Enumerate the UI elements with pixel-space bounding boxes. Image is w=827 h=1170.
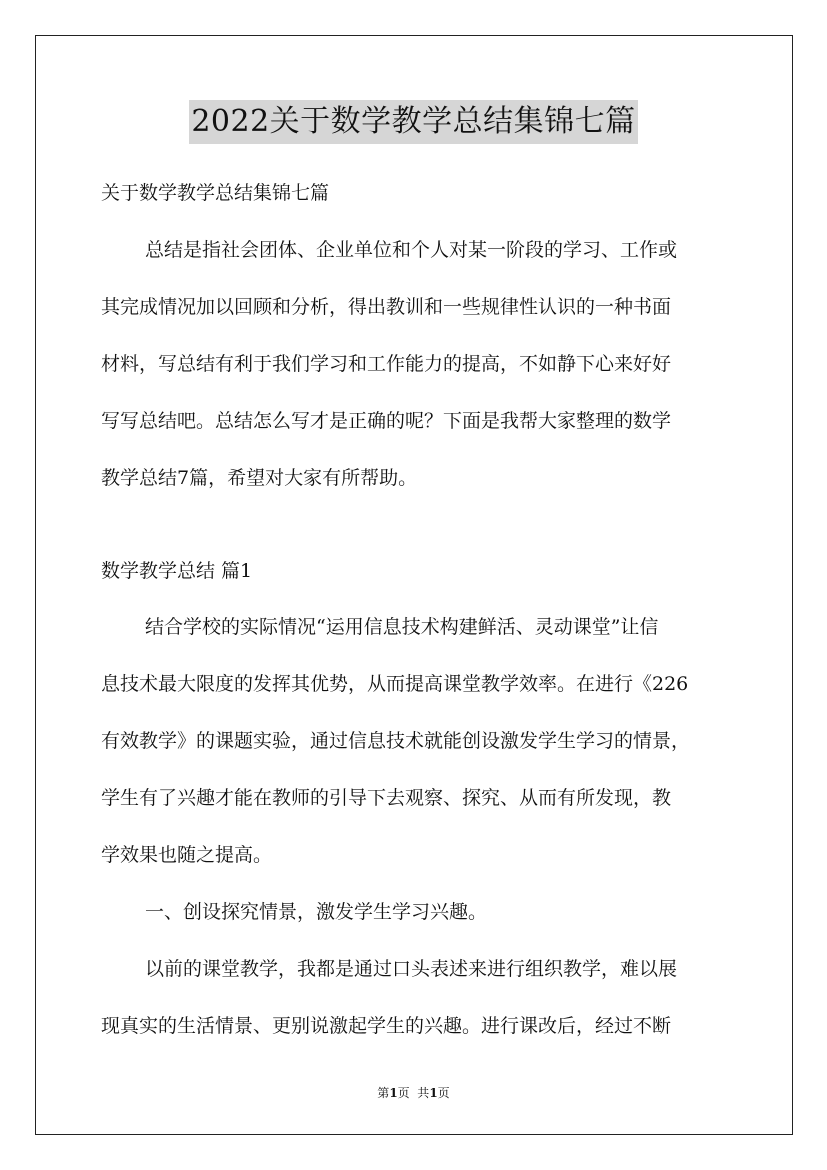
intro-line: 教学总结7篇，希望对大家有所帮助。 — [101, 467, 418, 489]
intro-line: 写写总结吧。总结怎么写才是正确的呢？下面是我帮大家整理的数学 — [101, 410, 672, 432]
subheading: 一、创设探究情景，激发学生学习兴趣。 — [145, 901, 488, 923]
paragraph-line: 学效果也随之提高。 — [101, 844, 273, 866]
footer-page-total: 1 — [429, 1086, 438, 1100]
intro-line: 材料，写总结有利于我们学习和工作能力的提高，不如静下心来好好 — [101, 353, 672, 375]
intro-paragraph — [101, 231, 746, 497]
paragraph-line: 结合学校的实际情况“运用信息技术构建鲜活、灵动课堂”让信 — [145, 616, 659, 638]
document-body — [101, 175, 746, 1045]
paragraph-line: 学生有了兴趣才能在教师的引导下去观察、探究、从而有所发现，教 — [101, 787, 672, 809]
document-subtitle: 关于数学教学总结集锦七篇 — [101, 182, 330, 204]
section-paragraph-2 — [101, 950, 746, 1045]
intro-line: 总结是指社会团体、企业单位和个人对某一阶段的学习、工作或 — [145, 239, 678, 261]
section-paragraph-1 — [101, 608, 746, 874]
footer-page-mid: 页 共 — [397, 1086, 430, 1100]
document-title: 2022关于数学教学总结集锦七篇 — [189, 100, 637, 144]
intro-line: 其完成情况加以回顾和分析，得出教训和一些规律性认识的一种书面 — [101, 296, 672, 318]
footer-page-current: 1 — [389, 1086, 398, 1100]
blank-line — [101, 516, 746, 552]
paragraph-line: 现真实的生活情景、更别说激起学生的兴趣。进行课改后，经过不断 — [101, 1015, 672, 1037]
page-footer — [0, 1084, 827, 1101]
footer-page-suffix: 页 — [437, 1086, 450, 1100]
paragraph-line: 有效教学》的课题实验，通过信息技术就能创设激发学生学习的情景， — [101, 730, 691, 752]
paragraph-line: 以前的课堂教学，我都是通过口头表述来进行组织教学，难以展 — [145, 958, 678, 980]
footer-page-prefix: 第 — [377, 1086, 390, 1100]
paragraph-line: 息技术最大限度的发挥其优势，从而提高课堂教学效率。在进行《226 — [101, 673, 689, 695]
title-container — [0, 100, 827, 144]
section-heading: 数学教学总结 篇1 — [101, 560, 253, 582]
